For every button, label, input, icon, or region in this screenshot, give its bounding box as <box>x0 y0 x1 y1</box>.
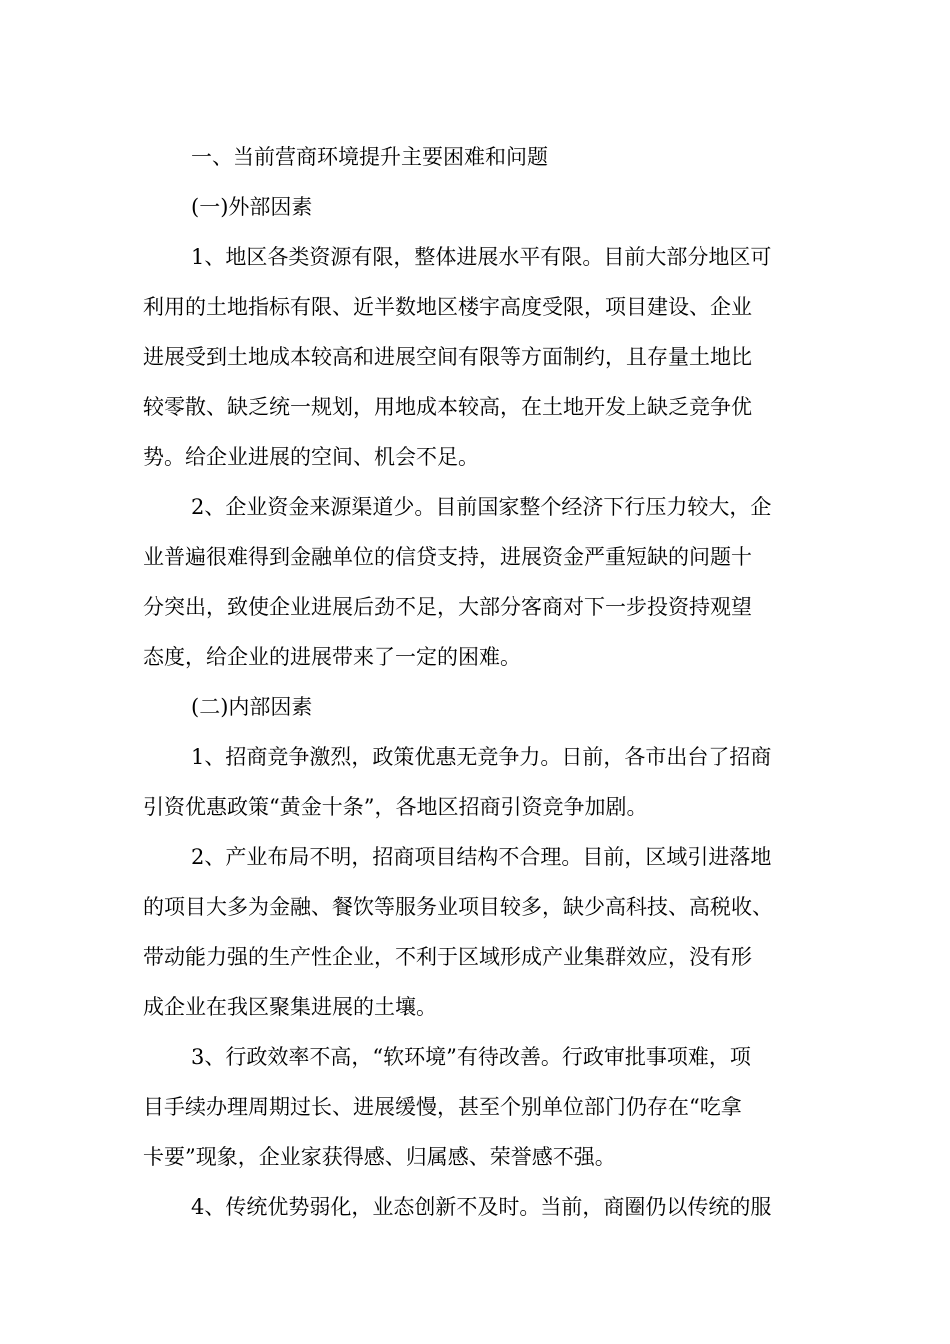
text-line: 利用的土地指标有限、近半数地区楼宇高度受限，项目建设、企业 <box>143 295 752 319</box>
text-line: 势。给企业进展的空间、机会不足。 <box>143 445 479 469</box>
text-line: 4、传统优势弱化，业态创新不及时。当前，商圈仍以传统的服 <box>191 1195 772 1219</box>
text-line: 分突出，致使企业进展后劲不足，大部分客商对下一步投资持观望 <box>143 595 752 619</box>
text-line: 较零散、缺乏统一规划，用地成本较高，在土地开发上缺乏竞争优 <box>143 395 752 419</box>
text-line: 一、当前营商环境提升主要困难和问题 <box>191 145 548 169</box>
text-line: 3、行政效率不高，“软环境”有待改善。行政审批事项难，项 <box>191 1045 751 1069</box>
paragraph-external-1 <box>143 232 823 482</box>
text-line: 1、地区各类资源有限，整体进展水平有限。目前大部分地区可 <box>191 245 772 269</box>
text-line: 1、招商竞争激烈，政策优惠无竞争力。日前，各市出台了招商 <box>191 745 772 769</box>
text-line: (二)内部因素 <box>191 695 313 719</box>
paragraph-internal-2 <box>143 832 823 1032</box>
paragraph-internal-1 <box>143 732 823 832</box>
text-line: 的项目大多为金融、餐饮等服务业项目较多，缺少高科技、高税收、 <box>143 895 773 919</box>
text-line: 态度，给企业的进展带来了一定的困难。 <box>143 645 521 669</box>
subsection-heading-internal <box>143 682 823 732</box>
text-line: 引资优惠政策“黄金十条”，各地区招商引资竞争加剧。 <box>143 795 648 819</box>
subsection-heading-external <box>143 182 823 232</box>
text-line: (一)外部因素 <box>191 195 313 219</box>
text-line: 2、产业布局不明，招商项目结构不合理。目前，区域引进落地 <box>191 845 772 869</box>
text-line: 业普遍很难得到金融单位的信贷支持，进展资金严重短缺的问题十 <box>143 545 752 569</box>
document-body <box>143 132 823 1232</box>
text-line: 2、企业资金来源渠道少。目前国家整个经济下行压力较大，企 <box>191 495 772 519</box>
section-heading-1 <box>143 132 823 182</box>
text-line: 进展受到土地成本较高和进展空间有限等方面制约，且存量土地比 <box>143 345 752 369</box>
text-line: 卡要”现象，企业家获得感、归属感、荣誉感不强。 <box>143 1145 616 1169</box>
text-line: 带动能力强的生产性企业，不利于区域形成产业集群效应，没有形 <box>143 945 752 969</box>
text-line: 成企业在我区聚集进展的土壤。 <box>143 995 437 1019</box>
paragraph-internal-4 <box>143 1182 823 1232</box>
text-line: 目手续办理周期过长、进展缓慢，甚至个别单位部门仍存在“吃拿 <box>143 1095 742 1119</box>
paragraph-external-2 <box>143 482 823 682</box>
paragraph-internal-3 <box>143 1032 823 1182</box>
